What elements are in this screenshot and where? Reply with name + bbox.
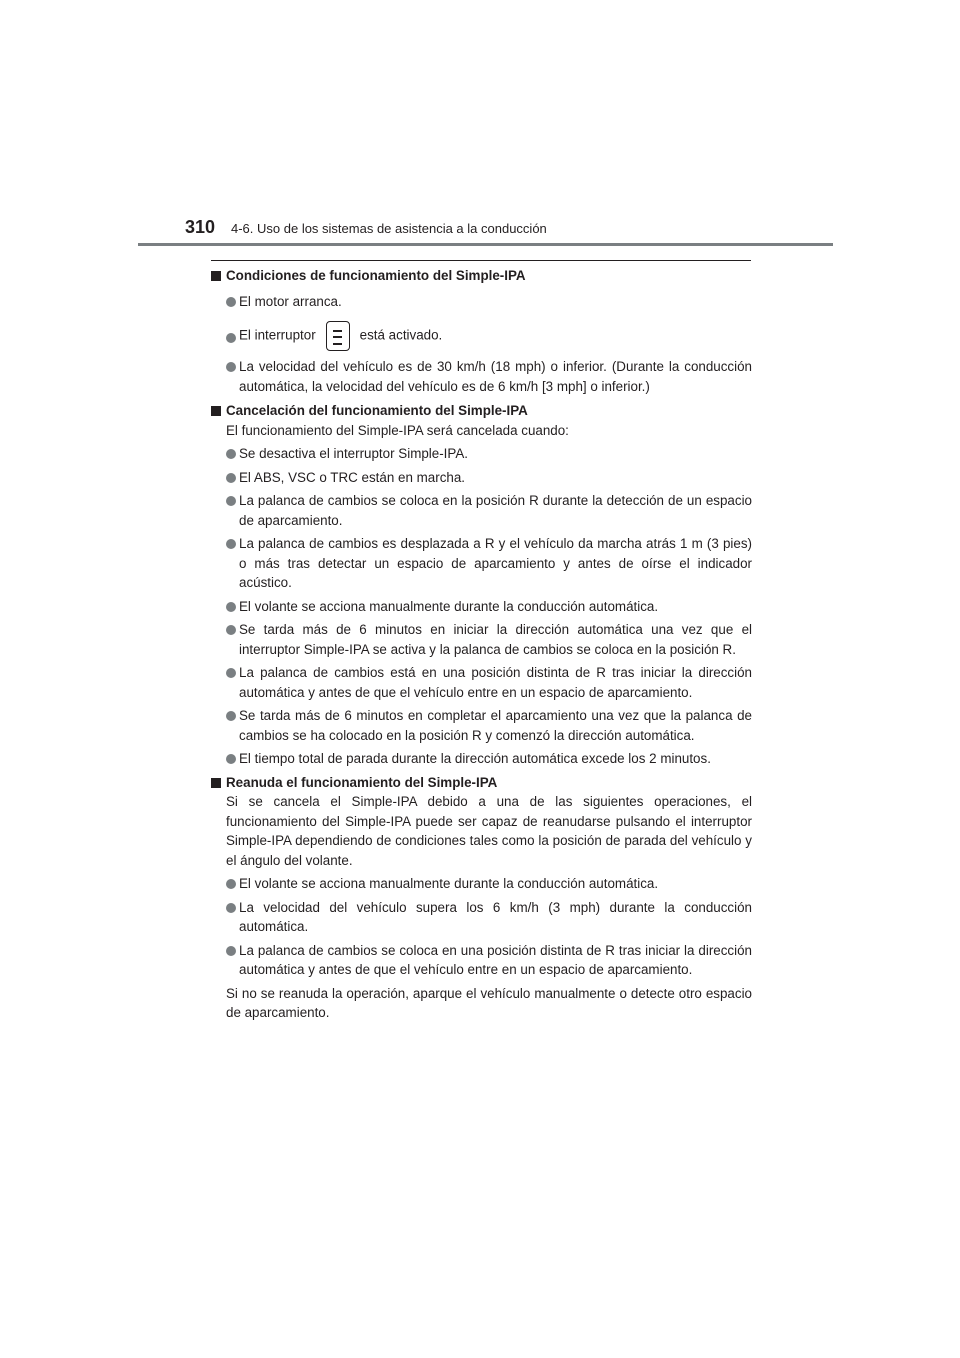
circle-bullet-icon: [226, 449, 236, 459]
circle-bullet-icon: [226, 754, 236, 764]
circle-bullet-icon: [226, 496, 236, 506]
section-intro: Si se cancela el Simple-IPA debido a una de las siguientes operaciones, el funcionamiento del Simple-IPA puede ser capaz de reanudarse pulsando el interruptor Simple-IPA dependiendo de condiciones tales como la posición de parada del vehículo y el ángulo del volante.: [226, 794, 752, 868]
list-item: El interruptor está activado.: [211, 321, 752, 351]
list-item: La velocidad del vehículo es de 30 km/h (18 mph) o inferior. (Durante la conducción automática, la velocidad del vehículo es de 6 km/h [3 mph] o inferior.): [211, 357, 752, 396]
section-title: 4-6. Uso de los sistemas de asistencia a la conducción: [231, 221, 547, 236]
list-item: La palanca de cambios está en una posición distinta de R tras iniciar la dirección automática y antes de que el vehículo entre en un espacio de aparcamiento.: [211, 663, 752, 702]
content: [211, 264, 752, 1023]
square-bullet-icon: [211, 271, 221, 281]
list-item: Se desactiva el interruptor Simple-IPA.: [211, 444, 752, 464]
list-item: La palanca de cambios se coloca en la posición R durante la detección de un espacio de aparcamiento.: [211, 491, 752, 530]
circle-bullet-icon: [226, 539, 236, 549]
list-item: El motor arranca.: [211, 292, 752, 312]
list-item: El tiempo total de parada durante la dirección automática excede los 2 minutos.: [211, 749, 752, 769]
list-item: La velocidad del vehículo supera los 6 km/h (3 mph) durante la conducción automática.: [211, 898, 752, 937]
list-item: La palanca de cambios se coloca en una posición distinta de R tras iniciar la dirección automática y antes de que el vehículo entre en un espacio de aparcamiento.: [211, 941, 752, 980]
circle-bullet-icon: [226, 946, 236, 956]
list-item: Se tarda más de 6 minutos en completar el aparcamiento una vez que la palanca de cambios se ha colocado en la posición R y comenzó la dirección automática.: [211, 706, 752, 745]
circle-bullet-icon: [226, 903, 236, 913]
heading-cancellation: Cancelación del funcionamiento del Simple-IPA: [211, 401, 752, 421]
simple-ipa-switch-icon: [326, 321, 350, 351]
header-rule: [138, 243, 833, 246]
square-bullet-icon: [211, 406, 221, 416]
circle-bullet-icon: [226, 297, 236, 307]
circle-bullet-icon: [226, 473, 236, 483]
circle-bullet-icon: [226, 625, 236, 635]
page-header: [0, 0, 960, 250]
list-item: El volante se acciona manualmente durante la conducción automática.: [211, 597, 752, 617]
circle-bullet-icon: [226, 879, 236, 889]
section-intro: El funcionamiento del Simple-IPA será cancelada cuando:: [226, 422, 569, 438]
list-item: El volante se acciona manualmente durante la conducción automática.: [211, 874, 752, 894]
section-outro: Si no se reanuda la operación, aparque el vehículo manualmente o detecte otro espacio de aparcamiento.: [226, 985, 752, 1020]
circle-bullet-icon: [226, 333, 236, 343]
list-item: El ABS, VSC o TRC están en marcha.: [211, 468, 752, 488]
content-top-rule: [211, 260, 751, 261]
circle-bullet-icon: [226, 602, 236, 612]
page-number: 310: [185, 217, 216, 237]
heading-resume: Reanuda el funcionamiento del Simple-IPA: [211, 773, 752, 793]
circle-bullet-icon: [226, 668, 236, 678]
list-item: La palanca de cambios es desplazada a R y el vehículo da marcha atrás 1 m (3 pies) o más tras detectar un espacio de aparcamiento y antes de oírse el indicador acústico.: [211, 534, 752, 593]
list-item: Se tarda más de 6 minutos en iniciar la dirección automática una vez que el interruptor Simple-IPA se activa y la palanca de cambios se coloca en la posición R.: [211, 620, 752, 659]
square-bullet-icon: [211, 778, 221, 788]
circle-bullet-icon: [226, 711, 236, 721]
heading-operating-conditions: Condiciones de funcionamiento del Simple-IPA: [211, 266, 752, 286]
circle-bullet-icon: [226, 362, 236, 372]
